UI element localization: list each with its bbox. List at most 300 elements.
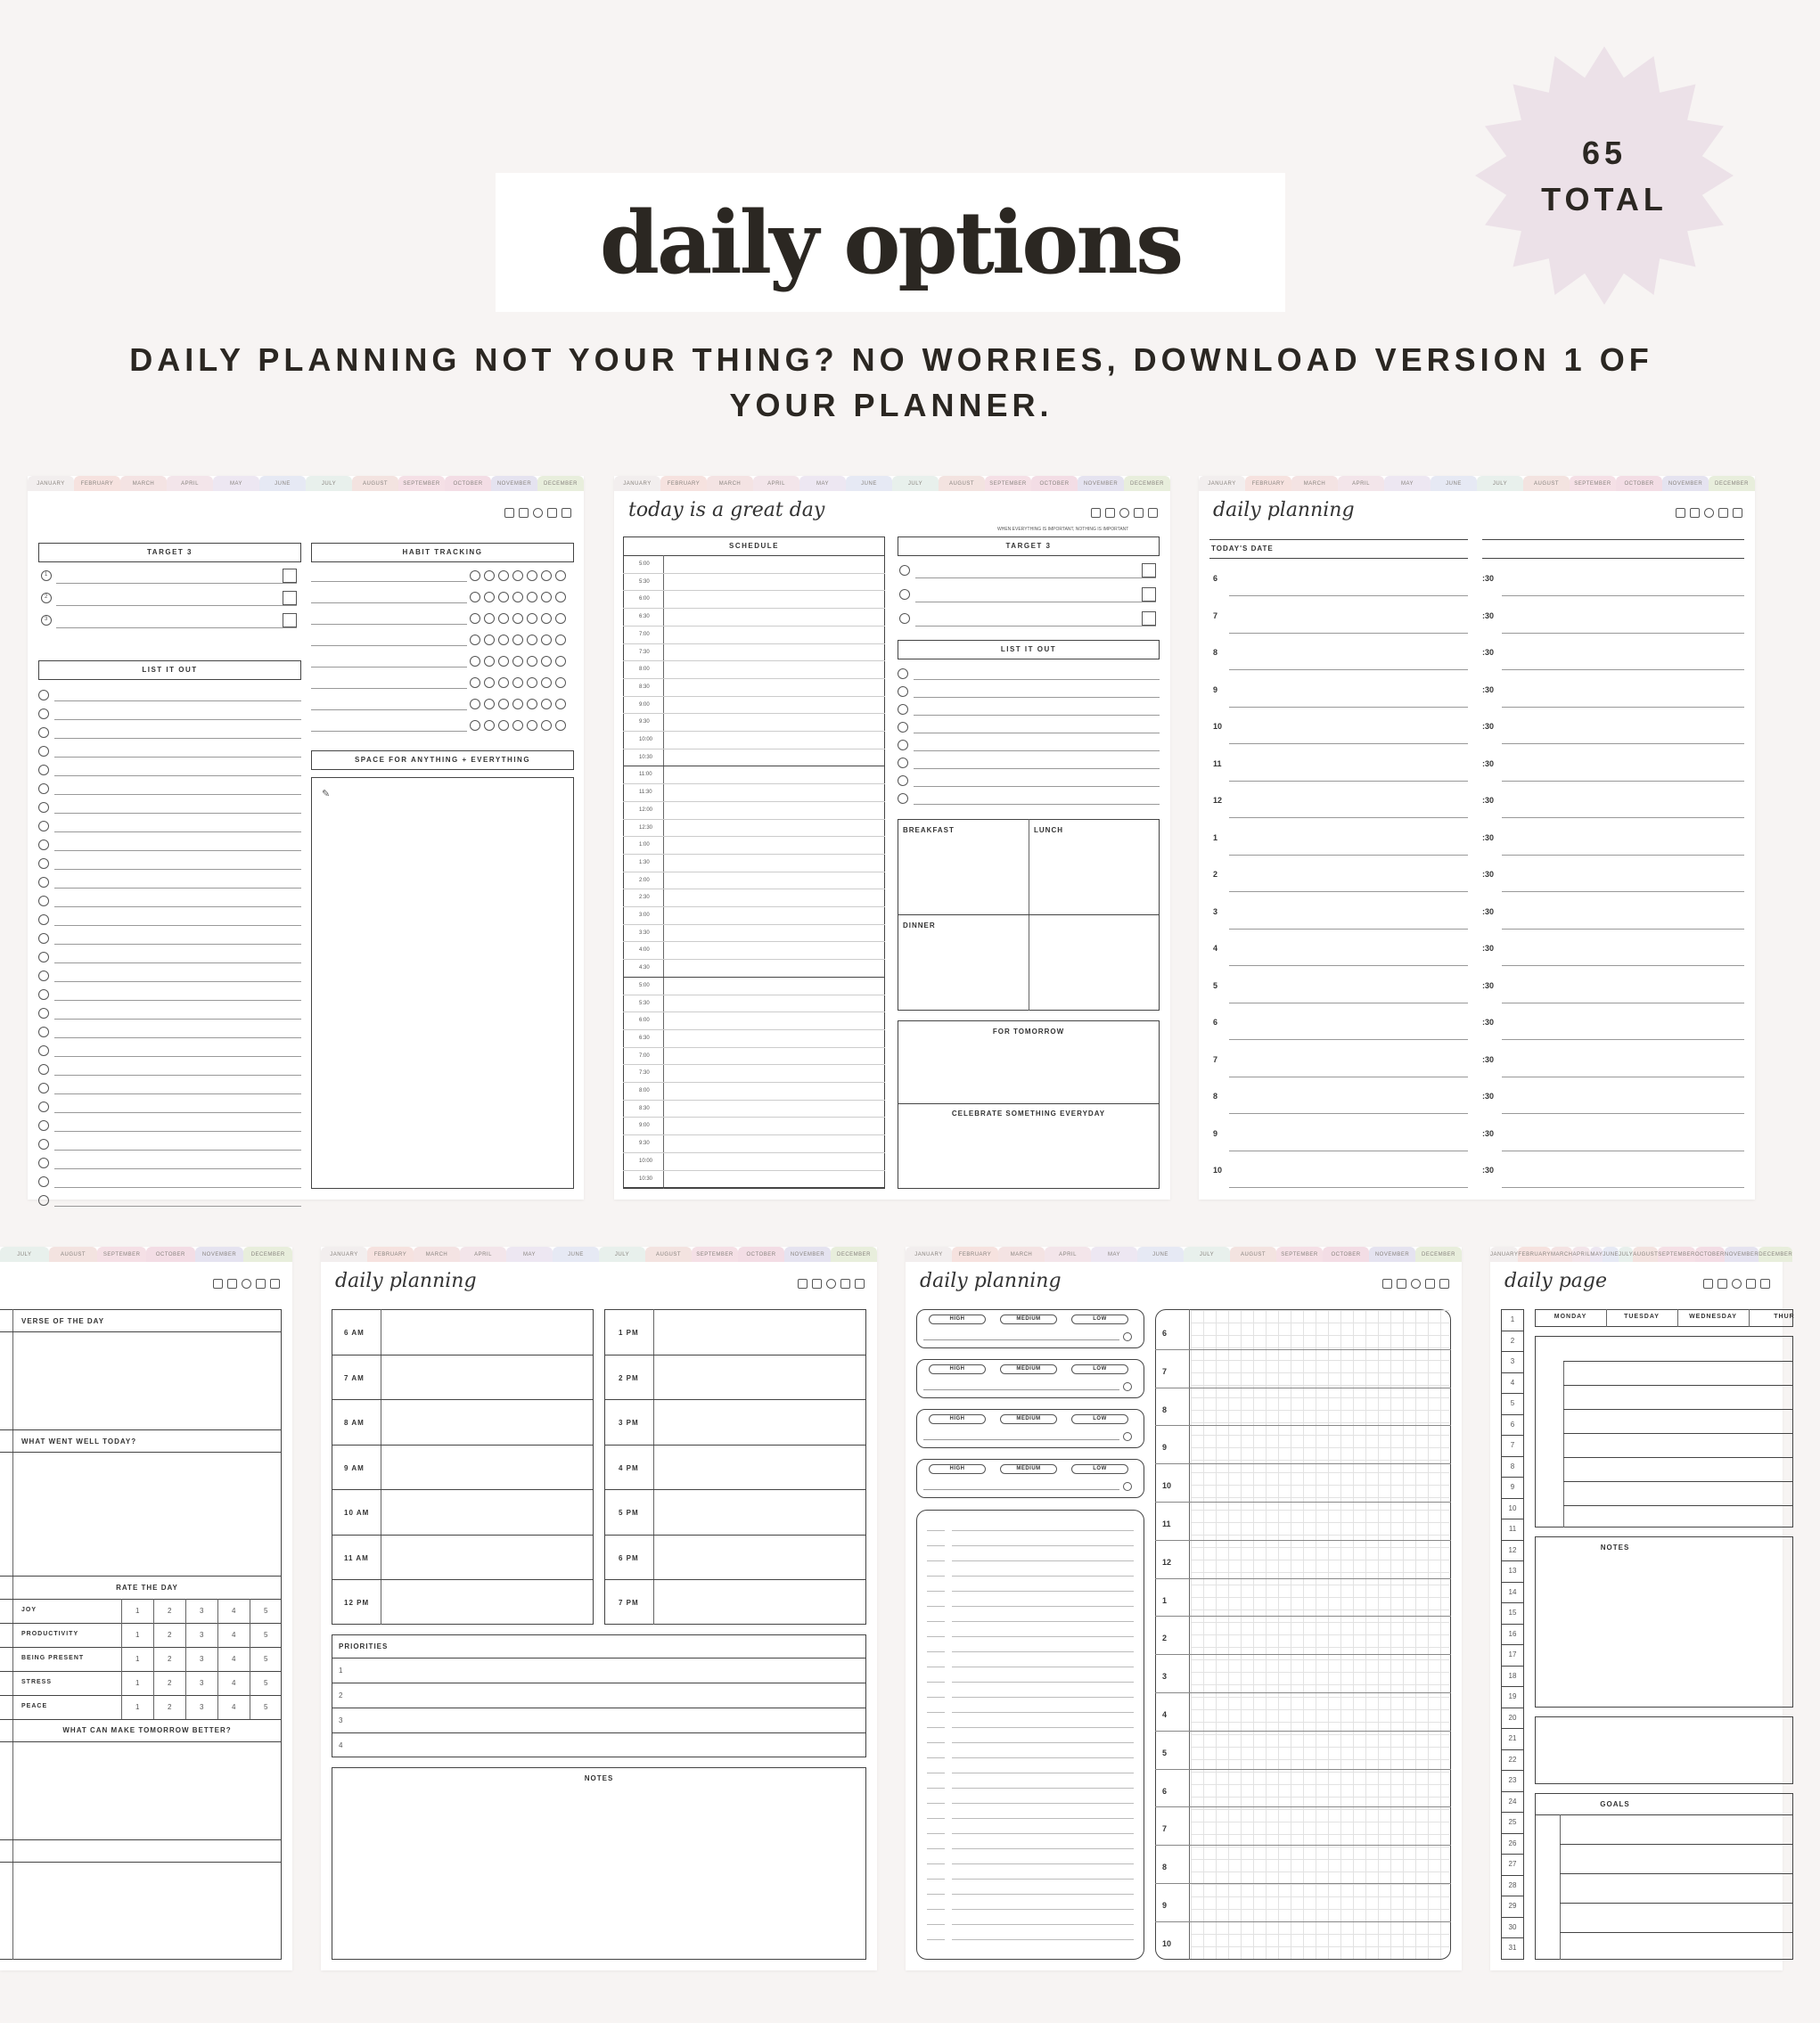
target-checkbox[interactable] [1142,587,1156,602]
month-tab-january[interactable]: JANUARY [1490,1247,1518,1262]
list-circle[interactable] [38,1008,49,1019]
quote-note: WHEN EVERYTHING IS IMPORTANT, NOTHING IS IMPORTANT [997,527,1129,532]
month-tab-april[interactable]: APRIL [753,476,799,491]
habit-circle[interactable] [498,570,509,581]
pencil-icon[interactable] [256,1279,266,1289]
list-circle[interactable] [38,914,49,925]
rating-value[interactable]: 4 [232,1631,236,1639]
month-tab-june[interactable]: JUNE [1603,1247,1619,1262]
bookmark-icon[interactable] [213,1279,223,1289]
habit-circle[interactable] [512,677,523,688]
list-circle[interactable] [38,1120,49,1131]
list-circle[interactable] [38,1102,49,1112]
rating-value[interactable]: 2 [168,1607,172,1615]
date-number[interactable]: 27 [1508,1860,1517,1868]
list-circle[interactable] [38,690,49,700]
date-number[interactable]: 30 [1508,1922,1517,1931]
level-pill[interactable]: HIGH [929,1464,986,1474]
list-circle[interactable] [898,758,908,768]
month-tab-july[interactable]: JULY [1184,1247,1230,1262]
date-number[interactable]: 9 [1510,1483,1515,1491]
list-circle[interactable] [38,1045,49,1056]
month-tab-january[interactable]: JANUARY [321,1247,367,1262]
rating-value[interactable]: 3 [200,1703,204,1711]
schedule-line [623,643,885,644]
month-tab-march[interactable]: MARCH [998,1247,1045,1262]
list-circle[interactable] [898,704,908,715]
bookmark-icon[interactable] [1382,1279,1392,1289]
list-circle[interactable] [898,793,908,804]
month-tab-december[interactable]: DECEMBER [243,1247,292,1262]
check-icon[interactable] [242,1279,251,1289]
list-circle[interactable] [38,858,49,869]
month-tab-february[interactable]: FEBRUARY [367,1247,414,1262]
habit-circle[interactable] [541,613,552,624]
month-tab-october[interactable]: OCTOBER [1323,1247,1369,1262]
habit-circle[interactable] [470,635,480,645]
schedule-line [623,678,885,679]
list-line [914,697,1160,698]
date-number[interactable]: 26 [1508,1839,1517,1847]
task-dash [927,1682,945,1683]
month-tab-september[interactable]: SEPTEMBER [1570,476,1616,491]
date-number[interactable]: 17 [1508,1650,1517,1659]
habit-circle[interactable] [498,635,509,645]
month-tab-july[interactable]: JULY [0,1247,49,1262]
habit-circle[interactable] [484,592,495,602]
date-number[interactable]: 1 [1510,1315,1515,1323]
habit-circle[interactable] [555,570,566,581]
month-tab-may[interactable]: MAY [213,476,259,491]
rating-value[interactable]: 5 [264,1703,268,1711]
calendar-icon[interactable] [1718,1279,1727,1289]
date-number[interactable]: 18 [1508,1671,1517,1680]
target-checkbox[interactable] [283,569,297,583]
month-tab-may[interactable]: MAY [799,476,846,491]
bookmark-icon[interactable] [798,1279,808,1289]
month-tab-april[interactable]: APRIL [460,1247,506,1262]
check-icon[interactable] [1704,508,1714,518]
month-tab-march[interactable]: MARCH [707,476,753,491]
habit-circle[interactable] [498,613,509,624]
hour-label: 5 [1213,980,1218,990]
card-check[interactable] [1123,1332,1132,1341]
habit-circle[interactable] [555,699,566,709]
rating-value[interactable]: 5 [264,1679,268,1687]
calendar-icon[interactable] [1397,1279,1406,1289]
habit-circle[interactable] [527,677,537,688]
month-tab-july[interactable]: JULY [1619,1247,1633,1262]
habit-circle[interactable] [541,570,552,581]
level-pill[interactable]: LOW [1071,1364,1128,1374]
habit-circle[interactable] [484,613,495,624]
habit-circle[interactable] [527,656,537,667]
month-tab-november[interactable]: NOVEMBER [1725,1247,1759,1262]
target-checkbox[interactable] [283,613,297,627]
rating-value[interactable]: 5 [264,1631,268,1639]
level-pill[interactable]: LOW [1071,1464,1128,1474]
month-tab-september[interactable]: SEPTEMBER [398,476,445,491]
list-circle[interactable] [38,971,49,981]
month-tab-august[interactable]: AUGUST [49,1247,98,1262]
date-number[interactable]: 6 [1510,1420,1515,1429]
month-tab-september[interactable]: SEPTEMBER [97,1247,146,1262]
rating-value[interactable]: 3 [200,1607,204,1615]
date-number[interactable]: 5 [1510,1399,1515,1407]
rating-value[interactable]: 1 [135,1655,140,1663]
month-tab-november[interactable]: NOVEMBER [195,1247,244,1262]
date-number[interactable]: 13 [1508,1567,1517,1575]
month-tab-february[interactable]: FEBRUARY [74,476,120,491]
month-tab-july[interactable]: JULY [1477,476,1523,491]
date-number[interactable]: 31 [1508,1944,1517,1952]
month-tab-january[interactable]: JANUARY [614,476,660,491]
book-icon[interactable] [562,508,571,518]
level-pill[interactable]: LOW [1071,1414,1128,1424]
rating-value[interactable]: 5 [264,1607,268,1615]
month-tab-may[interactable]: MAY [506,1247,553,1262]
month-tab-april[interactable]: APRIL [1338,476,1384,491]
list-circle[interactable] [38,708,49,719]
habit-circle[interactable] [527,635,537,645]
date-number[interactable]: 7 [1510,1441,1515,1449]
habit-circle[interactable] [484,570,495,581]
habit-circle[interactable] [541,720,552,731]
check-icon[interactable] [1411,1279,1421,1289]
date-number[interactable]: 14 [1508,1587,1517,1596]
pencil-icon[interactable] [1425,1279,1435,1289]
list-circle[interactable] [898,775,908,786]
check-icon[interactable] [533,508,543,518]
habit-circle[interactable] [484,699,495,709]
habit-circle[interactable] [498,677,509,688]
month-tab-april[interactable]: APRIL [1045,1247,1091,1262]
month-tab-july[interactable]: JULY [306,476,352,491]
date-number[interactable]: 29 [1508,1902,1517,1910]
month-tab-august[interactable]: AUGUST [1633,1247,1658,1262]
habit-circle[interactable] [555,720,566,731]
list-circle[interactable] [898,722,908,733]
habit-circle[interactable] [470,592,480,602]
bookmark-icon[interactable] [1091,508,1101,518]
level-pill[interactable]: HIGH [929,1315,986,1324]
month-tab-november[interactable]: NOVEMBER [491,476,537,491]
date-number[interactable]: 10 [1508,1503,1517,1512]
calendar-icon[interactable] [519,508,529,518]
month-tab-may[interactable]: MAY [1384,476,1431,491]
habit-circle[interactable] [541,677,552,688]
list-circle[interactable] [38,1176,49,1187]
list-circle[interactable] [38,746,49,757]
card-check[interactable] [1123,1432,1132,1441]
month-tab-june[interactable]: JUNE [553,1247,599,1262]
list-circle[interactable] [898,686,908,697]
date-number[interactable]: 28 [1508,1880,1517,1889]
target-checkbox[interactable] [1142,563,1156,577]
date-number[interactable]: 4 [1510,1378,1515,1387]
habit-circle[interactable] [484,635,495,645]
habit-circle[interactable] [484,677,495,688]
habit-circle[interactable] [512,592,523,602]
habit-circle[interactable] [527,699,537,709]
month-tab-january[interactable]: JANUARY [906,1247,952,1262]
calendar-icon[interactable] [1105,508,1115,518]
check-icon[interactable] [1119,508,1129,518]
habit-circle[interactable] [470,720,480,731]
habit-circle[interactable] [555,677,566,688]
habit-circle[interactable] [484,656,495,667]
bookmark-icon[interactable] [1703,1279,1713,1289]
pencil-icon[interactable] [1134,508,1144,518]
rating-value[interactable]: 1 [135,1703,140,1711]
target-checkbox[interactable] [283,591,297,605]
month-tab-june[interactable]: JUNE [1137,1247,1184,1262]
habit-circle[interactable] [512,699,523,709]
list-circle[interactable] [38,1195,49,1206]
month-tab-december[interactable]: DECEMBER [1709,476,1755,491]
bookmark-icon[interactable] [504,508,514,518]
level-pill[interactable]: MEDIUM [1000,1464,1057,1474]
rating-value[interactable]: 4 [232,1655,236,1663]
month-tab-october[interactable]: OCTOBER [1695,1247,1725,1262]
book-icon[interactable] [1760,1279,1770,1289]
rating-value[interactable]: 3 [200,1679,204,1687]
day-divider [1749,1309,1750,1327]
book-icon[interactable] [1439,1279,1449,1289]
list-circle[interactable] [38,896,49,906]
calendar-icon[interactable] [227,1279,237,1289]
level-pill[interactable]: MEDIUM [1000,1364,1057,1374]
pencil-icon[interactable] [1746,1279,1756,1289]
month-tab-september[interactable]: SEPTEMBER [1276,1247,1323,1262]
list-circle[interactable] [898,740,908,750]
list-circle[interactable] [38,1064,49,1075]
rating-value[interactable]: 1 [135,1607,140,1615]
habit-circle[interactable] [470,570,480,581]
rating-value[interactable]: 4 [232,1679,236,1687]
list-circle[interactable] [38,877,49,888]
month-tab-february[interactable]: FEBRUARY [1518,1247,1551,1262]
rating-value[interactable]: 2 [168,1655,172,1663]
month-tab-december[interactable]: DECEMBER [537,476,584,491]
month-tab-april[interactable]: APRIL [1572,1247,1590,1262]
habit-circle[interactable] [512,656,523,667]
goals-divider [1560,1814,1561,1960]
list-circle[interactable] [38,802,49,813]
month-tab-january[interactable]: JANUARY [28,476,74,491]
month-tab-october[interactable]: OCTOBER [146,1247,195,1262]
habit-circle[interactable] [555,656,566,667]
target-circle [899,589,910,600]
date-line [1501,1435,1524,1436]
month-tab-august[interactable]: AUGUST [939,476,985,491]
month-tab-may[interactable]: MAY [1590,1247,1603,1262]
habit-circle[interactable] [498,699,509,709]
month-tab-december[interactable]: DECEMBER [1124,476,1170,491]
month-tab-august[interactable]: AUGUST [1523,476,1570,491]
pencil-icon[interactable] [547,508,557,518]
date-number[interactable]: 11 [1508,1525,1517,1533]
list-circle[interactable] [38,952,49,962]
habit-circle[interactable] [512,570,523,581]
habit-circle[interactable] [541,635,552,645]
habit-circle[interactable] [555,592,566,602]
month-tab-september[interactable]: SEPTEMBER [692,1247,738,1262]
calendar-icon[interactable] [812,1279,822,1289]
month-tab-august[interactable]: AUGUST [1230,1247,1276,1262]
date-number[interactable]: 25 [1508,1818,1517,1826]
month-tab-june[interactable]: JUNE [259,476,306,491]
habit-circle[interactable] [527,592,537,602]
date-number[interactable]: 20 [1508,1713,1517,1722]
month-tab-november[interactable]: NOVEMBER [1078,476,1124,491]
habit-circle[interactable] [527,613,537,624]
list-circle[interactable] [38,821,49,831]
month-tab-june[interactable]: JUNE [1431,476,1477,491]
level-pill[interactable]: MEDIUM [1000,1315,1057,1324]
level-pill[interactable]: MEDIUM [1000,1414,1057,1424]
list-circle[interactable] [38,840,49,850]
check-icon[interactable] [1732,1279,1742,1289]
calendar-icon[interactable] [1690,508,1700,518]
hour-line [1155,1463,1451,1464]
month-tab-march[interactable]: MARCH [1291,476,1338,491]
habit-circle[interactable] [470,613,480,624]
month-tab-september[interactable]: SEPTEMBER [1658,1247,1695,1262]
month-tab-may[interactable]: MAY [1091,1247,1137,1262]
level-pill[interactable]: HIGH [929,1364,986,1374]
hour-line [1155,1654,1451,1655]
level-pill[interactable]: HIGH [929,1414,986,1424]
book-icon[interactable] [270,1279,280,1289]
rating-value[interactable]: 1 [135,1679,140,1687]
month-tab-october[interactable]: OCTOBER [445,476,491,491]
habit-circle[interactable] [541,656,552,667]
list-circle[interactable] [38,989,49,1000]
date-number[interactable]: 15 [1508,1609,1517,1617]
goals-line [1560,1932,1793,1933]
month-tab-november[interactable]: NOVEMBER [1662,476,1709,491]
date-label: TODAY'S DATE [1211,545,1274,553]
list-circle[interactable] [38,727,49,738]
rating-value[interactable]: 3 [200,1631,204,1639]
list-circle[interactable] [38,765,49,775]
list-circle[interactable] [898,668,908,679]
month-tab-march[interactable]: MARCH [414,1247,460,1262]
rate-top-rule [0,1576,282,1577]
level-pill[interactable]: LOW [1071,1315,1128,1324]
habit-circle[interactable] [527,720,537,731]
target-checkbox[interactable] [1142,611,1156,626]
month-tab-november[interactable]: NOVEMBER [784,1247,831,1262]
pencil-icon[interactable] [840,1279,850,1289]
month-tab-december[interactable]: DECEMBER [1759,1247,1792,1262]
book-icon[interactable] [1733,508,1742,518]
list-circle[interactable] [38,1083,49,1093]
date-number[interactable]: 3 [1510,1357,1515,1365]
habit-circle[interactable] [512,635,523,645]
habit-circle[interactable] [541,699,552,709]
month-tab-august[interactable]: AUGUST [352,476,398,491]
month-tab-october[interactable]: OCTOBER [1031,476,1078,491]
rating-value[interactable]: 5 [264,1655,268,1663]
habit-circle[interactable] [470,677,480,688]
card-check[interactable] [1123,1482,1132,1491]
date-number[interactable]: 2 [1510,1336,1515,1345]
book-icon[interactable] [855,1279,865,1289]
month-tab-october[interactable]: OCTOBER [738,1247,784,1262]
month-tab-march[interactable]: MARCH [1551,1247,1573,1262]
rating-value[interactable]: 4 [232,1703,236,1711]
month-tab-february[interactable]: FEBRUARY [952,1247,998,1262]
rating-value[interactable]: 3 [200,1655,204,1663]
month-tab-august[interactable]: AUGUST [645,1247,692,1262]
habit-circle[interactable] [470,699,480,709]
date-number[interactable]: 24 [1508,1797,1517,1806]
month-tab-january[interactable]: JANUARY [1199,476,1245,491]
list-circle[interactable] [38,1027,49,1037]
month-tab-december[interactable]: DECEMBER [1415,1247,1462,1262]
date-number[interactable]: 12 [1508,1545,1517,1554]
month-tab-february[interactable]: FEBRUARY [1245,476,1291,491]
bookmark-icon[interactable] [1676,508,1685,518]
month-tab-february[interactable]: FEBRUARY [660,476,707,491]
month-tab-march[interactable]: MARCH [120,476,167,491]
date-number[interactable]: 21 [1508,1734,1517,1742]
total-badge [1475,46,1734,305]
check-icon[interactable] [826,1279,836,1289]
rating-value[interactable]: 2 [168,1703,172,1711]
date-number[interactable]: 23 [1508,1776,1517,1784]
date-number[interactable]: 8 [1510,1462,1515,1470]
date-number[interactable]: 22 [1508,1755,1517,1764]
date-number[interactable]: 16 [1508,1629,1517,1638]
list-circle[interactable] [38,1158,49,1168]
list-circle[interactable] [38,783,49,794]
habit-circle[interactable] [512,613,523,624]
pencil-icon[interactable] [1718,508,1728,518]
habit-circle[interactable] [484,720,495,731]
habit-circle[interactable] [527,570,537,581]
month-tab-july[interactable]: JULY [599,1247,645,1262]
date-number[interactable]: 19 [1508,1692,1517,1700]
habit-circle[interactable] [512,720,523,731]
list-circle[interactable] [38,933,49,944]
month-tab-july[interactable]: JULY [892,476,939,491]
habit-circle[interactable] [498,720,509,731]
habit-circle[interactable] [498,656,509,667]
habit-circle[interactable] [541,592,552,602]
habit-circle[interactable] [555,613,566,624]
rating-value[interactable]: 2 [168,1679,172,1687]
month-tab-september[interactable]: SEPTEMBER [985,476,1031,491]
toolbar-icons [798,1279,865,1289]
rating-value[interactable]: 2 [168,1631,172,1639]
card-check[interactable] [1123,1382,1132,1391]
rating-value[interactable]: 1 [135,1631,140,1639]
book-icon[interactable] [1148,508,1158,518]
rating-value[interactable]: 4 [232,1607,236,1615]
list-circle[interactable] [38,1139,49,1150]
habit-circle[interactable] [498,592,509,602]
month-tab-october[interactable]: OCTOBER [1616,476,1662,491]
month-tab-june[interactable]: JUNE [846,476,892,491]
month-tab-april[interactable]: APRIL [167,476,213,491]
month-tab-november[interactable]: NOVEMBER [1369,1247,1415,1262]
month-tab-december[interactable]: DECEMBER [831,1247,877,1262]
habit-circle[interactable] [555,635,566,645]
habit-circle[interactable] [470,656,480,667]
